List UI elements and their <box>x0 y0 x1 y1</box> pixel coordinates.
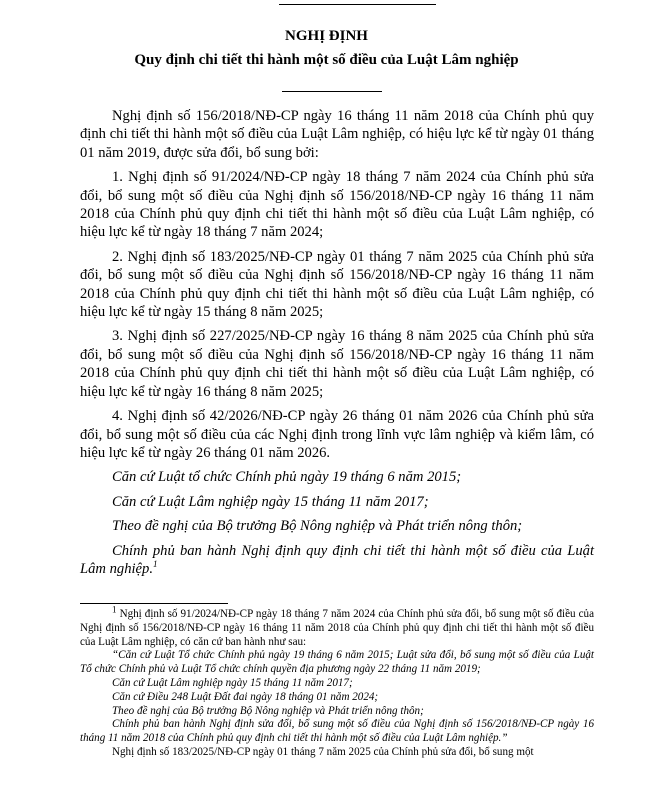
footnote-divider <box>80 603 228 604</box>
footnote-intro <box>80 604 594 649</box>
legal-basis: Căn cứ Luật tổ chức Chính phủ ngày 19 tháng 6 năm 2015; <box>112 469 462 486</box>
amendment-item: 3. Nghị định số 227/2025/NĐ-CP ngày 16 tháng 8 năm 2025 của Chính phủ sửa đổi, bổ sung một số điều của Nghị định số 156/2018/NĐ-CP ngày 16 tháng 11 năm 2018 của Chính phủ quy định chi tiết thi hành một số điều của Luật Lâm nghiệp, có hiệu lực kể từ ngày 16 tháng 8 năm 2025; <box>80 328 594 400</box>
footnote-reference[interactable]: 1 <box>152 559 158 570</box>
legal-basis: Theo đề nghị của Bộ trưởng Bộ Nông nghiệp và Phát triển nông thôn; <box>112 518 523 535</box>
document-subtitle: Quy định chi tiết thi hành một số điều của Luật Lâm nghiệp <box>134 52 519 68</box>
footnote-next: Nghị định số 183/2025/NĐ-CP ngày 01 tháng 7 năm 2025 của Chính phủ sửa đổi, bổ sung một <box>112 745 534 758</box>
document-body <box>80 107 594 584</box>
amendment-item: 2. Nghị định số 183/2025/NĐ-CP ngày 01 tháng 7 năm 2025 của Chính phủ sửa đổi, bổ sung một số điều của Nghị định số 156/2018/NĐ-CP ngày 16 tháng 11 năm 2018 của Chính phủ quy định chi tiết thi hành một số điều của Luật Lâm nghiệp, có hiệu lực kể từ ngày 15 tháng 8 năm 2025; <box>80 248 594 321</box>
footnote-quote: Căn cứ Điều 248 Luật Đất đai ngày 18 tháng 01 năm 2024; <box>112 690 379 703</box>
footnote <box>80 604 594 760</box>
intro-paragraph: Nghị định số 156/2018/NĐ-CP ngày 16 tháng 11 năm 2018 của Chính phủ quy định chi tiết thi hành một số điều của Luật Lâm nghiệp, có hiệu lực kể từ ngày 01 tháng 01 năm 2019, được sửa đổi, bổ sung bởi: <box>80 108 594 161</box>
footnote-quote: “Căn cứ Luật Tổ chức Chính phủ ngày 19 tháng 6 năm 2015; Luật sửa đổi, bổ sung một số điều của Luật Tổ chức Chính phủ và Luật Tổ chức chính quyền địa phương ngày 22 tháng 11 năm 2019; <box>80 649 594 676</box>
footnote-quote: Căn cứ Luật Lâm nghiệp ngày 15 tháng 11 năm 2017; <box>112 676 353 689</box>
footnote-number: 1 <box>112 604 117 615</box>
decree-statement <box>80 542 594 579</box>
document-title: NGHỊ ĐỊNH <box>285 28 368 44</box>
footnote-intro-text: Nghị định số 91/2024/NĐ-CP ngày 18 tháng 7 năm 2024 của Chính phủ sửa đổi, bổ sung một số điều của Nghị định số 156/2018/NĐ-CP ngày 16 tháng 11 năm 2018 của Chính phủ quy định chi tiết thi hành một số điều của Luật Lâm nghiệp, có căn cứ ban hành như sau: <box>80 608 594 648</box>
footnote-quote: Theo đề nghị của Bộ trưởng Bộ Nông nghiệp và Phát triển nông thôn; <box>112 704 424 717</box>
title-divider <box>282 91 382 92</box>
amendment-item: 1. Nghị định số 91/2024/NĐ-CP ngày 18 tháng 7 năm 2024 của Chính phủ sửa đổi, bổ sung một số điều của Nghị định số 156/2018/NĐ-CP ngày 16 tháng 11 năm 2018 của Chính phủ quy định chi tiết thi hành một số điều của Luật Lâm nghiệp, có hiệu lực kể từ ngày 18 tháng 7 năm 2024; <box>80 169 594 241</box>
top-divider <box>279 4 436 5</box>
footnote-quote: Chính phủ ban hành Nghị định sửa đổi, bổ sung một số điều của Nghị định số 156/2018/NĐ-CP ngày 16 tháng 11 năm 2018 của Chính phủ quy định chi tiết thi hành một số điều của Luật Lâm nghiệp.” <box>80 718 594 745</box>
decree-text: Chính phủ ban hành Nghị định quy định chi tiết thi hành một số điều của Luật Lâm nghiệp. <box>80 542 594 577</box>
legal-basis: Căn cứ Luật Lâm nghiệp ngày 15 tháng 11 năm 2017; <box>112 493 429 510</box>
amendment-item: 4. Nghị định số 42/2026/NĐ-CP ngày 26 tháng 01 năm 2026 của Chính phủ sửa đổi, bổ sung một số điều của các Nghị định trong lĩnh vực lâm nghiệp và kiểm lâm, có hiệu lực kể từ ngày 26 tháng 01 năm 2026. <box>80 408 594 461</box>
